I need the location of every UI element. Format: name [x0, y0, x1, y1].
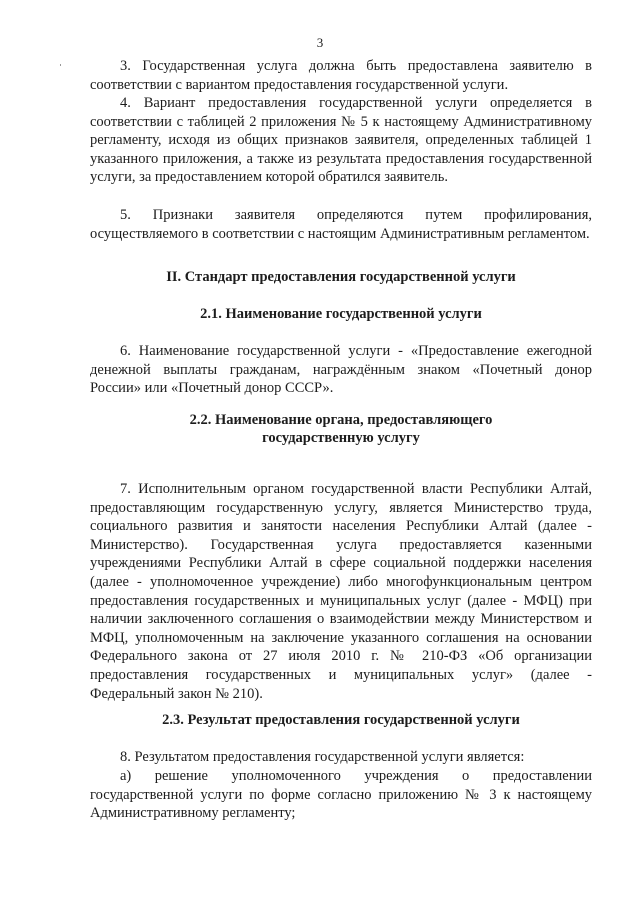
paragraph-7: 7. Исполнительным органом государственной власти Республики Алтай, предоставляющим государственную услугу, является Министерство труда, социального развития и занятости населения Республики Алтай (далее - Министерство). Государственная услуга предоставляется казенными учреждениями Республики Алтай в сфере социальной поддержки населения (далее - уполномоченное учреждение) либо многофункциональным центром предоставления государственных и муниципальных услуг (далее - МФЦ) при наличии заключенного соглашения о взаимодействии между Министерством и МФЦ, уполномоченным на заключение указанного соглашения на основании Федерального закона от 27 июля 2010 г. № 210-ФЗ «Об организации предоставления государственных и муниципальных услуг» (далее - Федеральный закон № 210). — [90, 481, 592, 702]
paragraph-8: 8. Результатом предоставления государственной услуги является: — [120, 749, 525, 765]
paragraph-6: 6. Наименование государственной услуги - «Предоставление ежегодной денежной выплаты гражданам, награждённым знаком «Почетный донор России» или «Почетный донор СССР». — [90, 343, 592, 397]
paragraph-5: 5. Признаки заявителя определяются путем профилирования, осуществляемого в соответствии с настоящим Административным регламентом. — [90, 207, 592, 242]
paragraph-4: 4. Вариант предоставления государственной услуги определяется в соответствии с таблицей 2 приложения № 5 к настоящему Административному регламенту, исходя из общих признаков заявителя, определенных таблицей 1 указанного приложения, а также из результата предоставления государственной услуги, за предоставлением которой обратился заявитель. — [90, 95, 592, 186]
subsection-2-3-heading: 2.3. Результат предоставления государственной услуги — [162, 712, 520, 728]
section-2-heading: II. Стандарт предоставления государственной услуги — [166, 269, 516, 285]
subsection-2-1-heading: 2.1. Наименование государственной услуги — [200, 306, 482, 322]
paragraph-3: 3. Государственная услуга должна быть предоставлена заявителю в соответствии с вариантом предоставления государственной услуги. — [90, 58, 592, 93]
scan-mark — [60, 64, 61, 66]
paragraph-8a: а) решение уполномоченного учреждения о предоставлении государственной услуги по форме согласно приложению № 3 к настоящему Административному регламенту; — [90, 768, 592, 822]
page-number: 3 — [316, 35, 324, 50]
subsection-2-2-heading-line2: государственную услугу — [262, 430, 420, 446]
subsection-2-2-heading-line1: 2.2. Наименование органа, предоставляющего — [189, 412, 493, 428]
